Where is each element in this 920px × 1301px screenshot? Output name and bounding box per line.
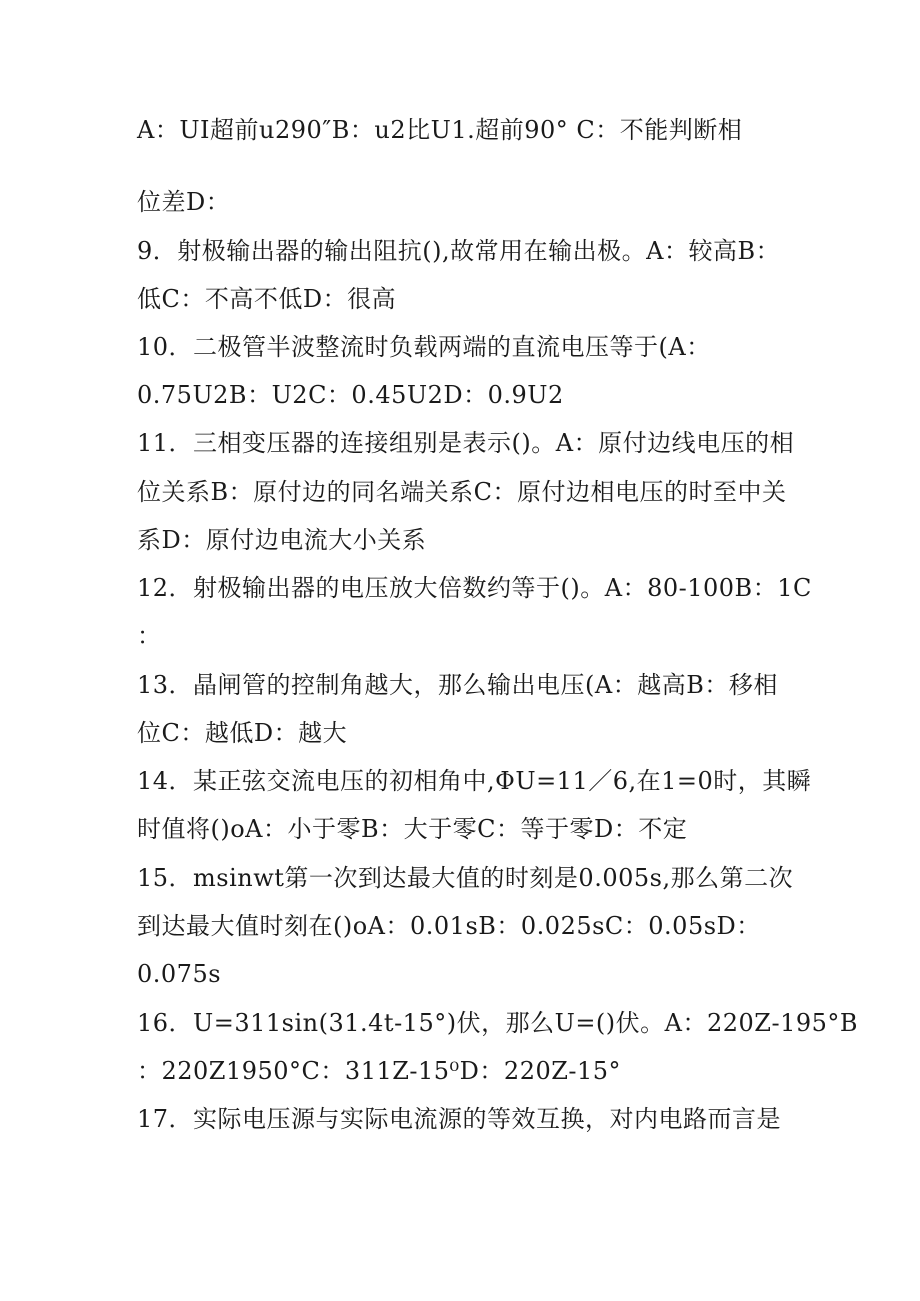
text-line: 0.075s <box>137 960 222 988</box>
question-14-line: 14．某正弦交流电压的初相角中,ΦU=11／6,在1=0时，其瞬 <box>137 767 812 795</box>
text-line: 位C：越低D：越大 <box>137 719 348 747</box>
question-12-line: 12．射极输出器的电压放大倍数约等于()。A：80-100B：1C <box>137 574 812 602</box>
text-line: A：UI超前u290″B：u2比U1.超前90° C：不能判断相 <box>137 116 743 144</box>
text-line: 位差D： <box>137 188 231 216</box>
question-11-line: 11．三相变压器的连接组别是表示()。A：原付边线电压的相 <box>137 429 795 457</box>
text-line: ：220Z1950°C：311Z-15⁰D：220Z-15° <box>137 1057 622 1085</box>
question-17-line: 17．实际电压源与实际电流源的等效互换，对内电路而言是 <box>137 1105 782 1133</box>
text-line: 时值将()oA：小于零B：大于零C：等于零D：不定 <box>137 815 688 843</box>
text-line: 到达最大值时刻在()oA：0.01sB：0.025sC：0.05sD： <box>137 912 761 940</box>
question-16-line: 16．U=311sin(31.4t-15°)伏，那么U=()伏。A：220Z-195°B <box>137 1009 859 1037</box>
question-15-line: 15．msinwt第一次到达最大值的时刻是0.005s,那么第二次 <box>137 864 794 892</box>
text-line: 位关系B：原付边的同名端关系C：原付边相电压的时至中关 <box>137 478 787 506</box>
text-line: 0.75U2B：U2C：0.45U2D：0.9U2 <box>137 381 564 409</box>
question-10-line: 10．二极管半波整流时负载两端的直流电压等于(A： <box>137 333 711 361</box>
text-line: 低C：不高不低D：很高 <box>137 285 397 313</box>
text-line: 系D：原付边电流大小关系 <box>137 526 427 554</box>
question-13-line: 13．晶闸管的控制角越大，那么输出电压(A：越高B：移相 <box>137 671 778 699</box>
text-line: ： <box>137 622 162 650</box>
question-9-line: 9．射极输出器的输出阻抗(),故常用在输出极。A：较高B： <box>137 237 781 265</box>
